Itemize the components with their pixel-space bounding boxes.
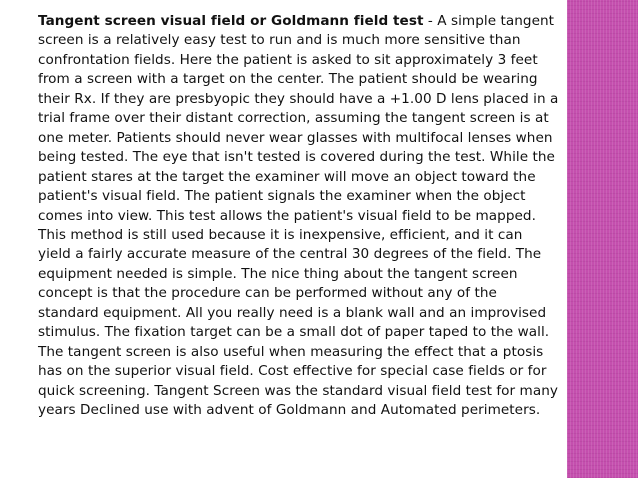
text-line-8: being tested. The eye that isn't tested is covered during the test. While the	[38, 149, 555, 166]
text-line-14: equipment needed is simple. The nice thing about the tangent screen	[38, 265, 518, 282]
text-line-3: confrontation fields. Here the patient is asked to sit approximately 3 feet	[38, 51, 538, 68]
paragraph-title: Tangent screen visual field or Goldmann field test	[38, 13, 424, 29]
text-line-13: yield a fairly accurate measure of the central 30 degrees of the field. The	[38, 246, 542, 263]
text-line-15: concept is that the procedure can be performed without any of the	[38, 285, 497, 302]
text-line-1	[38, 12, 590, 31]
text-line-11: comes into view. This test allows the patient's visual field to be mapped.	[38, 207, 536, 224]
text-line-17: stimulus. The fixation target can be a small dot of paper taped to the wall.	[38, 324, 550, 341]
text-line-2: screen is a relatively easy test to run and is much more sensitive than	[38, 32, 521, 49]
slide-body-text	[38, 12, 590, 421]
text-line-16: standard equipment. All you really need is a blank wall and an improvised	[38, 304, 547, 321]
text-line-10: patient's visual field. The patient signals the examiner when the object	[38, 188, 526, 205]
text-line-9: patient stares at the target the examiner will move an object toward the	[38, 168, 536, 185]
text-line-6: trial frame over their distant correction, assuming the tangent screen is at	[38, 110, 549, 127]
text-line-7: one meter. Patients should never wear glasses with multifocal lenses when	[38, 129, 553, 146]
text-line-content: A simple tangent	[437, 13, 555, 29]
text-line-18: The tangent screen is also useful when measuring the effect that a ptosis	[38, 343, 544, 360]
text-line-20: quick screening. Tangent Screen was the standard visual field test for many	[38, 382, 558, 399]
text-line-12: This method is still used because it is inexpensive, efficient, and it can	[38, 226, 523, 243]
text-line-21: years Declined use with advent of Goldmann and Automated perimeters.	[38, 402, 541, 419]
title-separator: -	[423, 13, 438, 29]
text-line-19: has on the superior visual field. Cost effective for special case fields or for	[38, 363, 547, 380]
text-line-5: their Rx. If they are presbyopic they should have a +1.00 D lens placed in a	[38, 90, 559, 107]
text-line-4: from a screen with a target on the center. The patient should be wearing	[38, 71, 538, 88]
